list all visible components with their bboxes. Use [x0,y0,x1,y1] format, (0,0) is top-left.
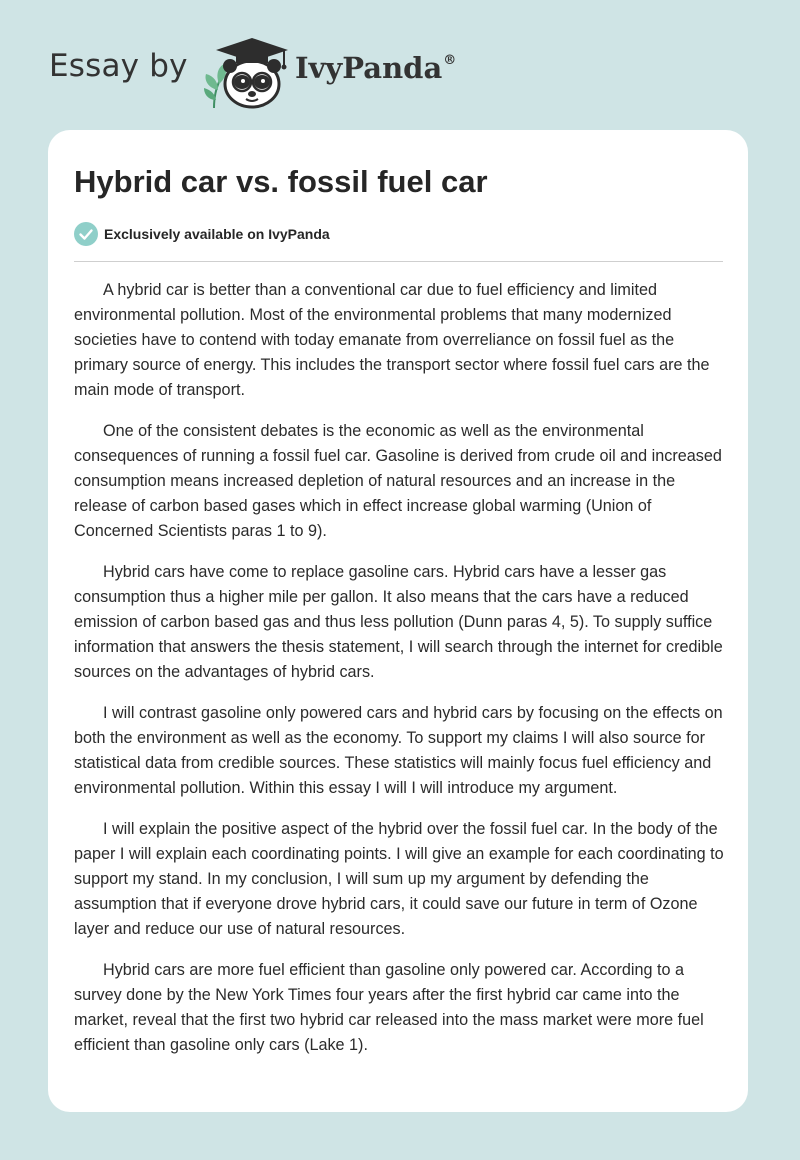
essay-by-label: Essay by [49,48,188,84]
divider [74,261,723,262]
brand-name: IvyPanda® [295,51,457,85]
essay-card [48,130,748,1112]
site-header [0,0,800,130]
exclusive-badge [74,222,330,246]
check-circle-icon [74,222,98,246]
paragraph: Hybrid cars have come to replace gasoline cars. Hybrid cars have a lesser gas consumption thus a higher mile per gallon. It also means that the cars have a reduced emission of carbon based gas and thus less pollution (Dunn paras 4, 5). To supply suffice information that answers the thesis statement, I will search through the internet for credible sources on the advantages of hybrid cars. [74,563,723,681]
exclusive-badge-label: Exclusively available on IvyPanda [104,226,330,242]
paragraph: Hybrid cars are more fuel efficient than gasoline only powered car. According to a survey done by the New York Times four years after the first hybrid car came into the market, reveal that the first two hybrid car released into the mass market were more fuel efficient than gasoline only cars (Lake 1). [74,961,704,1054]
essay-body [74,278,726,1074]
essay-title: Hybrid car vs. fossil fuel car [74,164,488,199]
paragraph: A hybrid car is better than a conventional car due to fuel efficiency and limited environmental pollution. Most of the environmental problems that many modernized societies have to contend with today emanate from overreliance on fossil fuel as the primary source of energy. This includes the transport sector where fossil fuel cars are the main mode of transport. [74,281,710,399]
paragraph: I will explain the positive aspect of the hybrid over the fossil fuel car. In the body of the paper I will explain each coordinating points. I will give an example for each coordinating to support my stand. In my conclusion, I will sum up my argument by defending the assumption that if everyone drove hybrid cars, it could save our future in term of Ozone layer and reduce our use of natural resources. [74,820,724,938]
panda-logo-icon [200,34,292,110]
paragraph: One of the consistent debates is the economic as well as the environmental consequences of running a fossil fuel car. Gasoline is derived from crude oil and increased consumption means increased depletion of natural resources and an increase in the release of carbon based gases which in effect increase global warming (Union of Concerned Scientists paras 1 to 9). [74,422,722,540]
paragraph: I will contrast gasoline only powered cars and hybrid cars by focusing on the effects on both the environment as well as the economy. To support my claims I will also source for statistical data from credible sources. These statistics will mainly focus fuel efficiency and environmental pollution. Within this essay I will I will introduce my argument. [74,704,723,797]
registered-mark: ® [443,53,457,68]
